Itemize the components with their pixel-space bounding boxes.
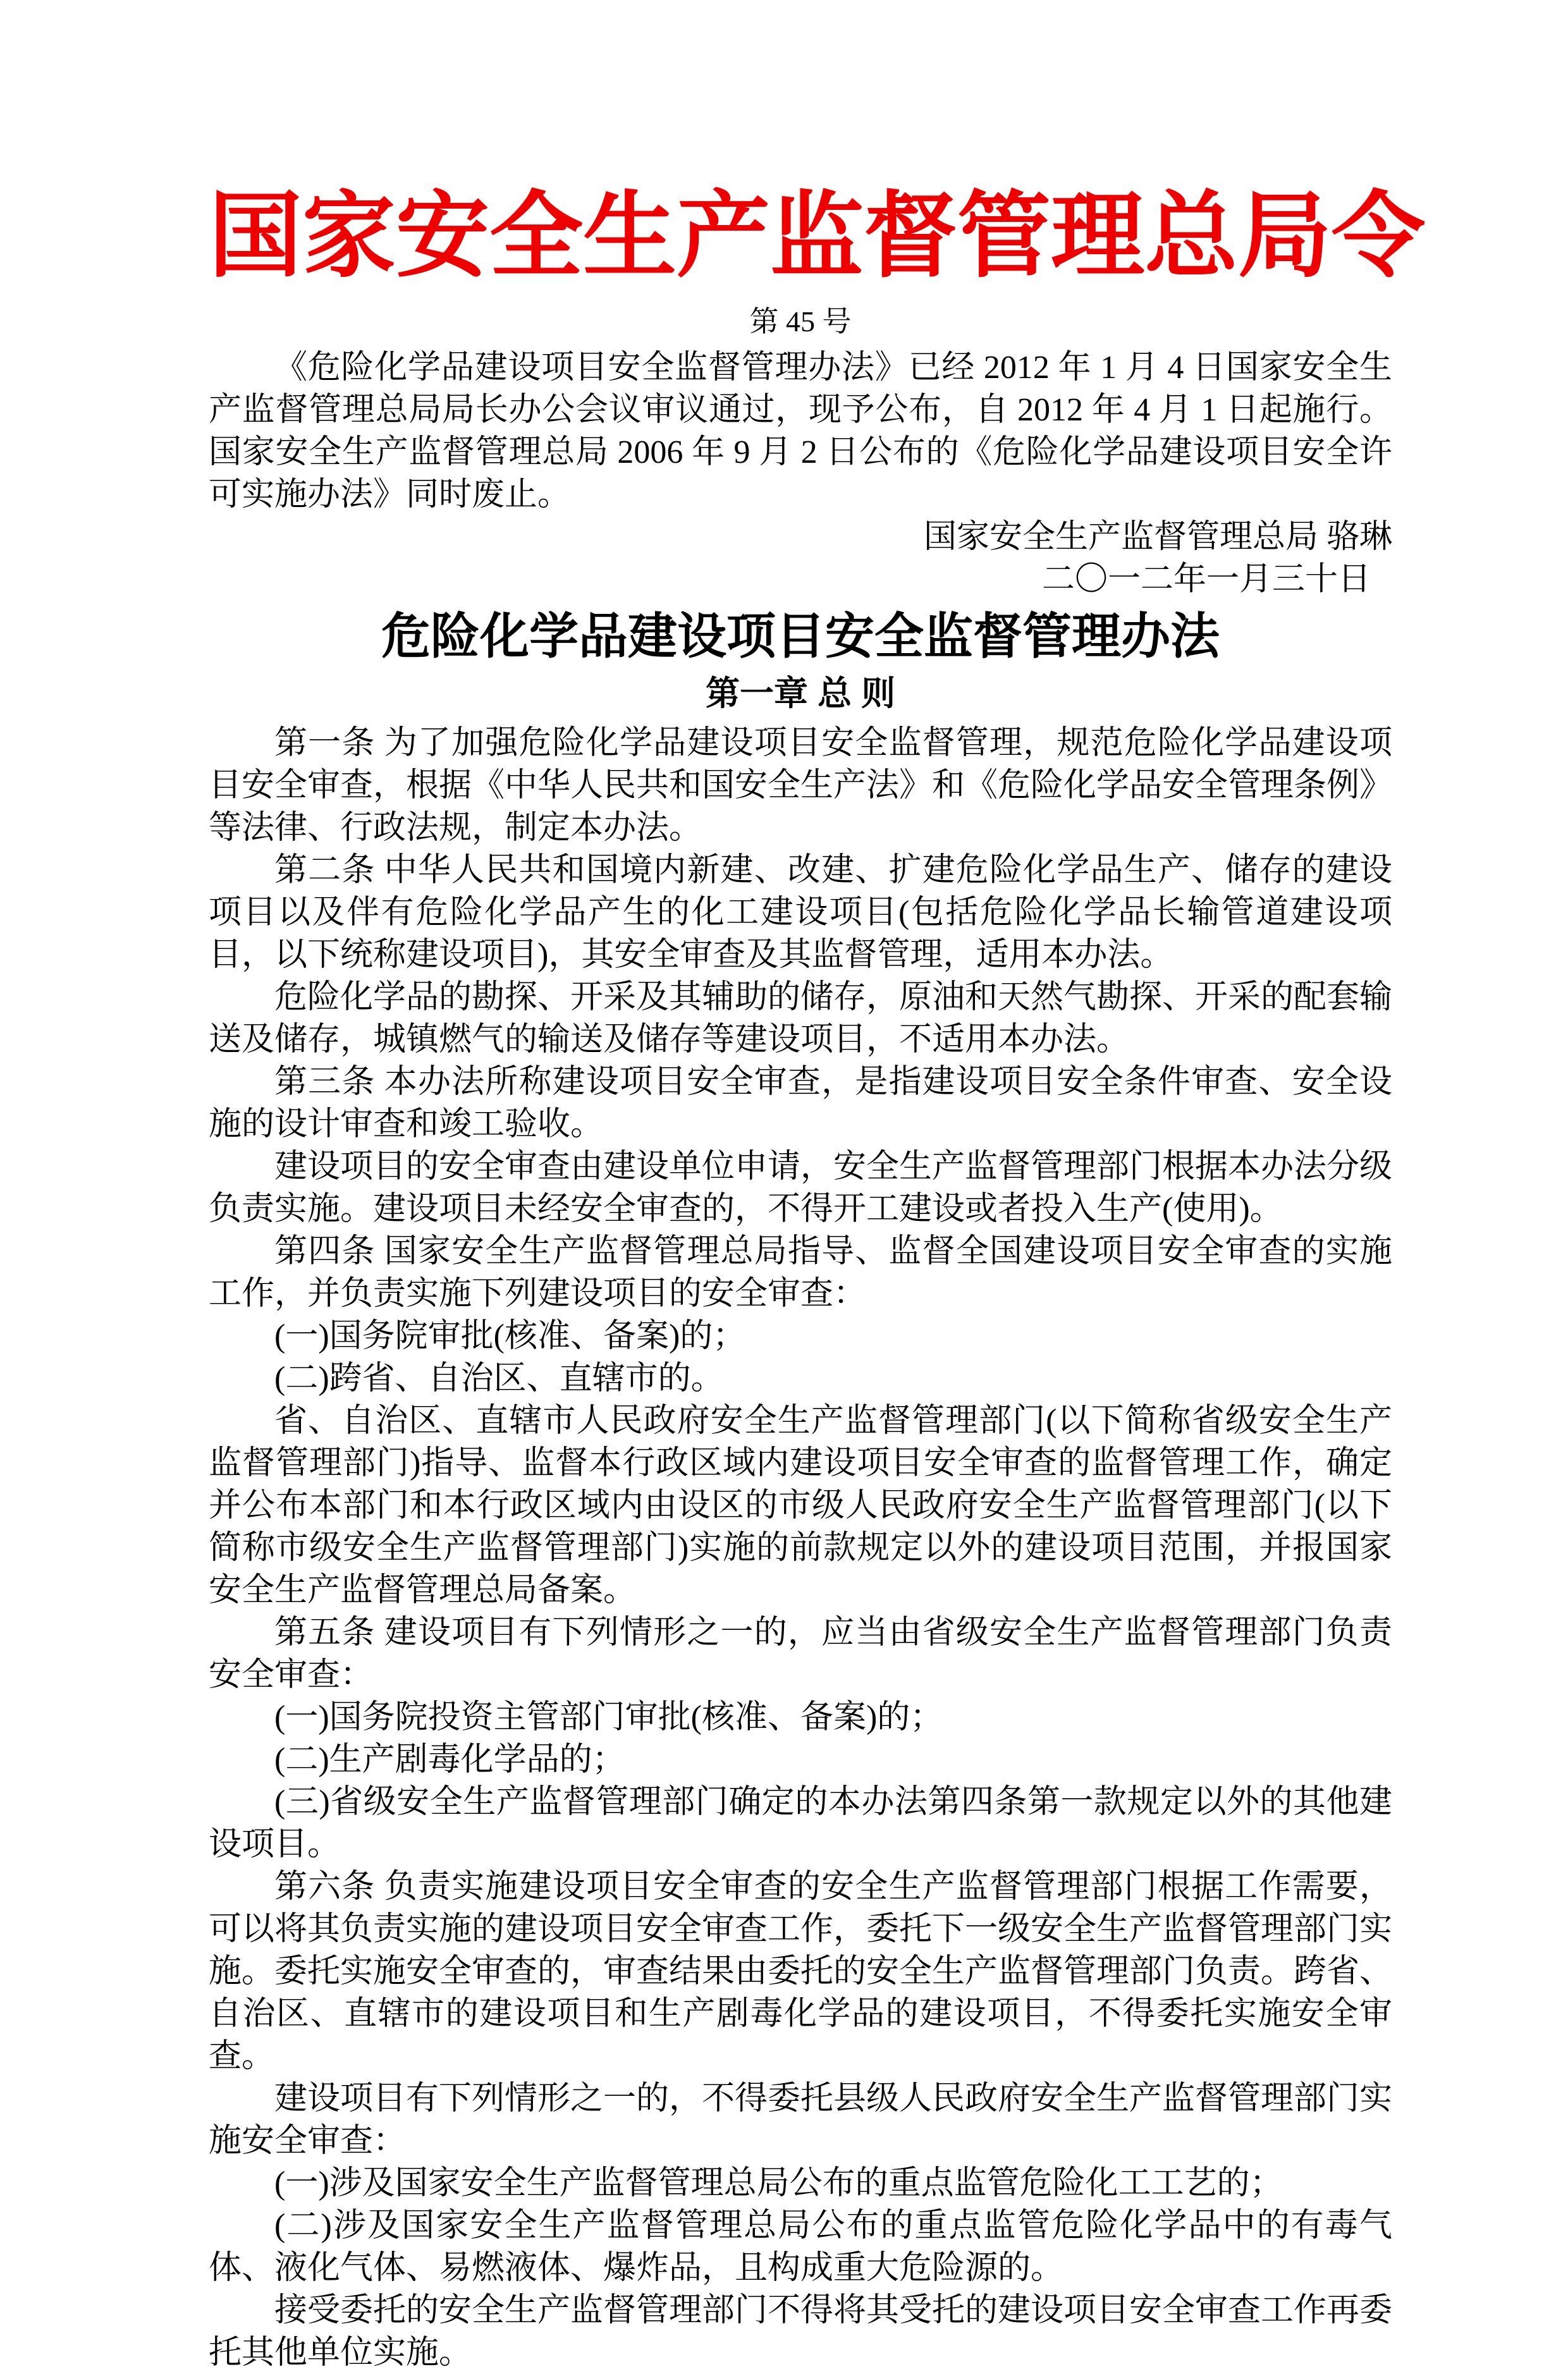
body-paragraph: (一)涉及国家安全生产监督管理总局公布的重点监管危险化工工艺的； [274,2165,1283,2201]
body-paragraph: (一)国务院投资主管部门审批(核准、备案)的； [274,1699,943,1735]
body-paragraph: 第四条 国家安全生产监督管理总局指导、监督全国建设项目安全审查的实施工作，并负责实施下列建设项目的安全审查： [209,1233,1392,1312]
masthead-title: 国家安全生产监督管理总局令 [209,185,1425,289]
body-paragraph: (二)跨省、自治区、直辖市的。 [274,1360,724,1397]
body-paragraph: 建设项目的安全审查由建设单位申请，安全生产监督管理部门根据本办法分级负责实施。建设项目未经安全审查的，不得开工建设或者投入生产(使用)。 [209,1148,1393,1227]
issue-date: 二〇一二年一月三十日 [1041,561,1371,598]
body-paragraph: 危险化学品的勘探、开采及其辅助的储存，原油和天然气勘探、开采的配套输送及储存，城镇燃气的输送及储存等建设项目，不适用本办法。 [209,979,1393,1058]
body-paragraph: 第一条 为了加强危险化学品建设项目安全监督管理，规范危险化学品建设项目安全审查，根据《中华人民共和国安全生产法》和《危险化学品安全管理条例》等法律、行政法规，制定本办法。 [209,725,1393,846]
body-paragraph: 省、自治区、直辖市人民政府安全生产监督管理部门(以下简称省级安全生产监督管理部门)指导、监督本行政区域内建设项目安全审查的监督管理工作，确定并公布本部门和本行政区域内由设区的市级人民政府安全生产监督管理部门(以下简称市级安全生产监督管理部门)实施的前款规定以外的建设项目范围，并报国家安全生产监督管理总局备案。 [209,1402,1392,1608]
body-paragraph: (一)国务院审批(核准、备案)的； [274,1318,746,1354]
body-paragraph: (二)涉及国家安全生产监督管理总局公布的重点监管危险化学品中的有毒气体、液化气体、易燃液体、爆炸品，且构成重大危险源的。 [209,2207,1392,2286]
body-paragraph: 第六条 负责实施建设项目安全审查的安全生产监督管理部门根据工作需要，可以将其负责实施的建设项目安全审查工作，委托下一级安全生产监督管理部门实施。委托实施安全审查的，审查结果由委托的安全生产监督管理部门负责。跨省、自治区、直辖市的建设项目和生产剧毒化学品的建设项目，不得委托实施安全审查。 [209,1868,1393,2074]
body-paragraph: 第五条 建设项目有下列情形之一的，应当由省级安全生产监督管理部门负责安全审查： [209,1614,1392,1693]
issuer-signature: 国家安全生产监督管理总局 骆琳 [923,519,1392,556]
body-paragraph: 接受委托的安全生产监督管理部门不得将其受托的建设项目安全审查工作再委托其他单位实施。 [209,2292,1393,2371]
body-paragraph: (三)省级安全生产监督管理部门确定的本办法第四条第一款规定以外的其他建设项目。 [209,1784,1392,1863]
body-paragraph: 建设项目有下列情形之一的，不得委托县级人民政府安全生产监督管理部门实施安全审查： [209,2080,1393,2159]
preamble-paragraph: 《危险化学品建设项目安全监督管理办法》已经 2012 年 1 月 4 日国家安全生产监督管理总局局长办公会议审议通过，现予公布，自 2012 年 4 月 1 日起施行。国家安全生产监督管理总局 2006 年 9 月 2 日公布的《危险化学品建设项目安全许可实施办法》同时废止。 [209,350,1392,513]
chapter-heading: 第一章 总 则 [705,674,895,713]
body-paragraph: (二)生产剧毒化学品的； [274,1741,625,1778]
body-paragraph: 第三条 本办法所称建设项目安全审查，是指建设项目安全条件审查、安全设施的设计审查和竣工验收。 [209,1063,1392,1142]
body-paragraph: 第二条 中华人民共和国境内新建、改建、扩建危险化学品生产、储存的建设项目以及伴有危险化学品产生的化工建设项目(包括危险化学品长输管道建设项目，以下统称建设项目)，其安全审查及其监督管理，适用本办法。 [209,852,1392,973]
article-body [209,722,1392,2374]
order-number: 第 45 号 [749,305,852,338]
regulation-title: 危险化学品建设项目安全监督管理办法 [381,608,1220,664]
